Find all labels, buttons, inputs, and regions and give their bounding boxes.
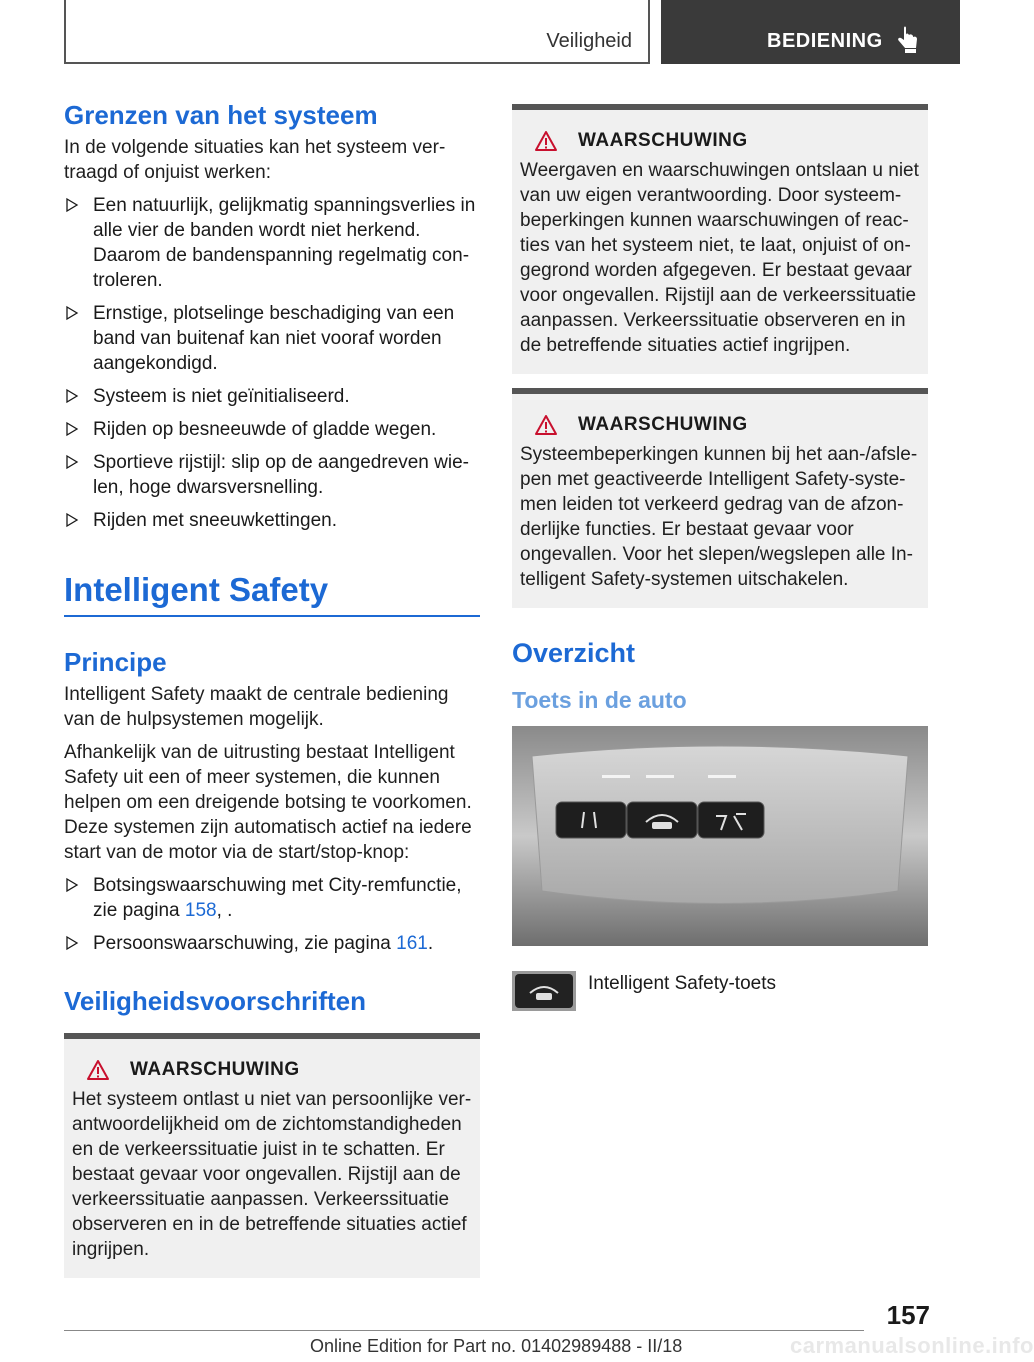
list-item: Botsingswaarschuwing met City-remfunctie, zie pagina 158, . <box>64 873 480 923</box>
triangle-bullet-icon <box>66 198 78 212</box>
triangle-bullet-icon <box>66 422 78 436</box>
triangle-bullet-icon <box>66 936 78 950</box>
warning-text: Het systeem ontlast u niet van persoonlijke verantwoordelijkheid om de zichtomstandigheden en de verkeerssituatie juist in te schatten. Er bestaat gevaar voor ongevallen. Rijstijl aan de verkeerssituatie aanpassen. Verkeerssituatie observeren en in de betreffende situaties actief ingrijpen. <box>72 1089 472 1260</box>
footer-watermark: carmanualsonline.info <box>790 1333 1034 1358</box>
heading-intelligent-safety: Intelligent Safety <box>64 571 480 617</box>
hand-pointer-icon <box>895 26 921 54</box>
warning-box <box>512 388 928 608</box>
list-item: Systeem is niet geïnitialiseerd. <box>64 384 480 409</box>
triangle-bullet-icon <box>66 878 78 892</box>
page-number: 157 <box>886 1300 930 1330</box>
warning-title: WAARSCHUWING <box>578 130 748 151</box>
paragraph-principle-2: Afhankelijk van de uitrusting bestaat Intelligent Safety uit een of meer systemen, die kunnen helpen om een dreigende botsing te voorkomen. Deze systemen zijn automatisch actief na iedere start van de motor via de start/stop-knop: <box>64 742 472 863</box>
heading-overview: Overzicht <box>512 638 636 668</box>
heading-system-limits: Grenzen van het systeem <box>64 100 378 130</box>
list-item: Ernstige, plotselinge beschadiging van een band van buitenaf kan niet vooraf worden aangekondigd. <box>64 301 480 376</box>
list-item: Sportieve rijstijl: slip op de aangedreven wielen, hoge dwarsversnelling. <box>64 450 480 500</box>
page-link-158[interactable]: 158 <box>184 900 217 921</box>
triangle-bullet-icon <box>66 389 78 403</box>
warning-title: WAARSCHUWING <box>130 1059 300 1080</box>
warning-triangle-icon <box>534 130 558 152</box>
header-chapter-title: BEDIENING <box>767 30 883 52</box>
list-item: Rijden met sneeuwkettingen. <box>64 508 480 533</box>
triangle-bullet-icon <box>66 455 78 469</box>
intelligent-safety-key-icon <box>512 971 576 1011</box>
paragraph-system-limits: In de volgende situaties kan het systeem vertraagd of onjuist werken: <box>64 137 446 183</box>
heading-principle: Principe <box>64 647 167 677</box>
warning-triangle-icon <box>86 1059 110 1081</box>
warning-box <box>64 1033 480 1278</box>
heading-button-in-car: Toets in de auto <box>512 687 687 713</box>
header-section-frame <box>64 0 650 64</box>
warning-box <box>512 104 928 374</box>
page-link-161[interactable]: 161 <box>396 933 428 954</box>
warning-triangle-icon <box>534 414 558 436</box>
triangle-bullet-icon <box>66 306 78 320</box>
heading-safety-instructions: Veiligheidsvoorschriften <box>64 986 366 1016</box>
right-column <box>512 100 928 1011</box>
list-item: Rijden op besneeuwde of gladde wegen. <box>64 417 480 442</box>
triangle-bullet-icon <box>66 513 78 527</box>
warning-text: Systeembeperkingen kunnen bij het aan-/afslepen met geactiveerde Intelligent Safety-systemen leiden tot verkeerd gedrag van de afzonderlijke functies. Er bestaat gevaar voor ongevallen. Voor het slepen/wegslepen alle Intelligent Safety-systemen uitschakelen. <box>520 444 918 590</box>
header-chapter-tab <box>661 0 960 64</box>
list-system-limits <box>64 193 480 533</box>
button-panel-photo <box>512 726 928 946</box>
key-label: Intelligent Safety-toets <box>588 973 776 994</box>
left-column <box>64 100 480 1278</box>
header-section-title: Veiligheid <box>546 30 632 52</box>
list-item: Een natuurlijk, gelijkmatig spanningsverlies in alle vier de banden wordt niet herkend. Daarom de bandenspanning regelmatig controleren. <box>64 193 480 293</box>
list-systems <box>64 873 480 956</box>
warning-title: WAARSCHUWING <box>578 414 748 435</box>
footer-edition: Online Edition for Part no. 01402989488 - II/18 <box>310 1336 683 1356</box>
paragraph-principle-1: Intelligent Safety maakt de centrale bediening van de hulpsystemen mogelijk. <box>64 684 449 730</box>
warning-text: Weergaven en waarschuwingen ontslaan u niet van uw eigen verantwoording. Door systeembeperkingen kunnen waarschuwingen of reacties van het systeem niet, te laat, onjuist of ongegrond worden afgegeven. Er bestaat gevaar voor ongevallen. Rijstijl aan de verkeerssituatie aanpassen. Verkeerssituatie observeren en in de betreffende situaties actief ingrijpen. <box>520 160 919 356</box>
footer-rule <box>64 1330 864 1331</box>
list-item: Persoonswaarschuwing, zie pagina 161. <box>64 931 480 956</box>
